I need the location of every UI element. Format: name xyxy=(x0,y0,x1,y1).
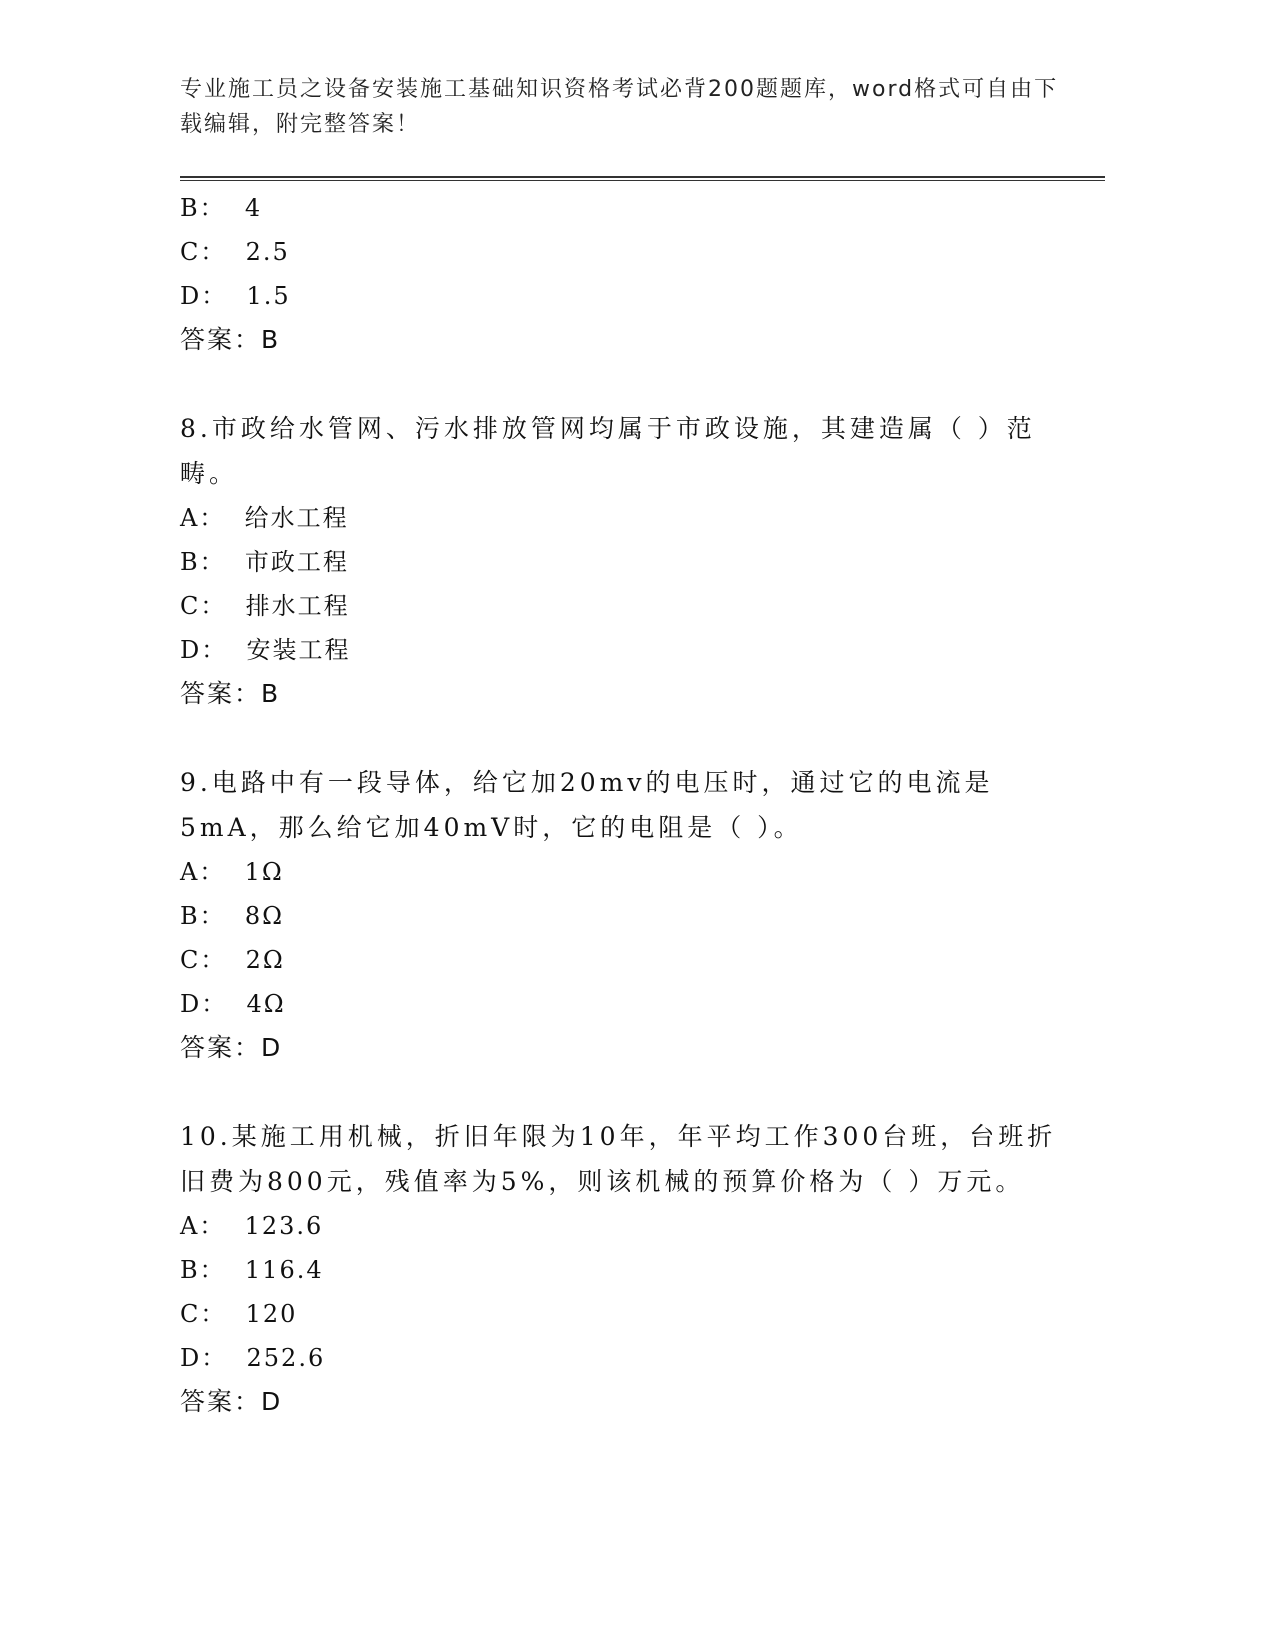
option-b: B： 4 xyxy=(180,194,263,222)
header-divider xyxy=(180,176,1105,181)
option-a: A： 1Ω xyxy=(180,858,284,886)
answer-line: 答案：D xyxy=(180,1387,283,1416)
option-d: D： 1.5 xyxy=(180,282,291,310)
question-9 xyxy=(180,760,1080,1070)
document-body xyxy=(180,186,1080,1424)
option-d: D： 4Ω xyxy=(180,990,286,1018)
answer-line: 答案：B xyxy=(180,679,281,708)
spacer xyxy=(180,716,1080,760)
spacer xyxy=(180,1070,1080,1114)
document-header xyxy=(180,72,1060,142)
question-text: 10.某施工用机械，折旧年限为10年，年平均工作300台班，台班折旧费为800元，残值率为5%，则该机械的预算价格为（ ）万元。 xyxy=(180,1122,1057,1196)
answer-line: 答案：D xyxy=(180,1033,283,1062)
question-8 xyxy=(180,406,1080,716)
question-7-continuation xyxy=(180,186,1080,362)
option-a: A： 给水工程 xyxy=(180,504,349,532)
question-10 xyxy=(180,1114,1080,1424)
spacer xyxy=(180,362,1080,406)
option-c: C： 120 xyxy=(180,1300,298,1328)
option-d: D： 安装工程 xyxy=(180,636,351,664)
question-text: 9.电路中有一段导体，给它加20mv的电压时，通过它的电流是5mA，那么给它加40mV时，它的电阻是（ ）。 xyxy=(180,768,994,842)
option-d: D： 252.6 xyxy=(180,1344,326,1372)
option-b: B： 116.4 xyxy=(180,1256,324,1284)
document-title: 专业施工员之设备安装施工基础知识资格考试必背200题题库，word格式可自由下载编辑，附完整答案！ xyxy=(180,77,1059,137)
question-text: 8.市政给水管网、污水排放管网均属于市政设施，其建造属（ ）范畴。 xyxy=(180,414,1036,488)
option-b: B： 市政工程 xyxy=(180,548,349,576)
option-c: C： 排水工程 xyxy=(180,592,350,620)
option-c: C： 2Ω xyxy=(180,946,285,974)
option-b: B： 8Ω xyxy=(180,902,285,930)
answer-line: 答案：B xyxy=(180,325,281,354)
option-a: A： 123.6 xyxy=(180,1212,324,1240)
option-c: C： 2.5 xyxy=(180,238,290,266)
